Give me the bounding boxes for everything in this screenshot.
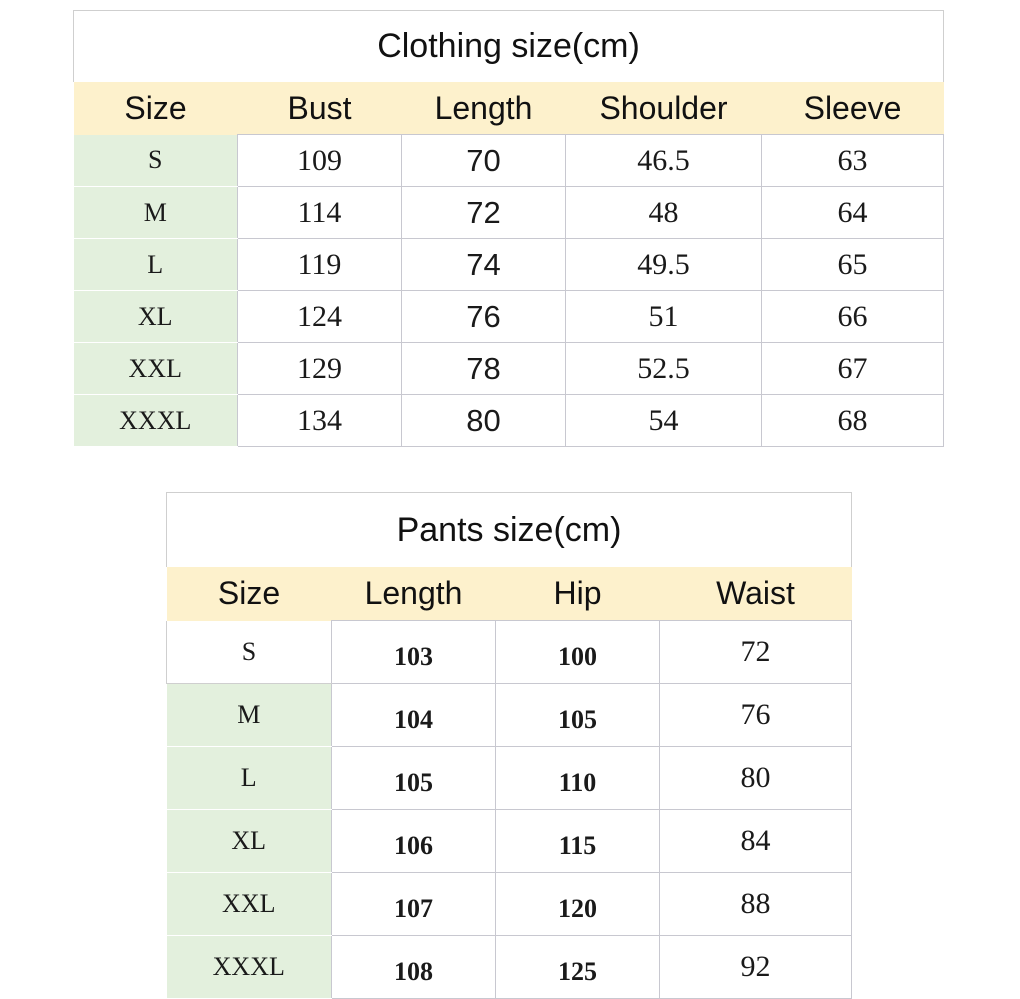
shoulder-value: 46.5 [566,135,762,187]
pants-header-length: Length [332,567,496,621]
sleeve-value: 65 [762,239,944,291]
bust-value: 134 [238,395,402,447]
clothing-header-size: Size [74,82,238,135]
length-value: 74 [402,239,566,291]
size-label: XL [167,810,332,873]
size-label: M [74,187,238,239]
length-value: 76 [402,291,566,343]
clothing-table-title: Clothing size(cm) [74,11,944,83]
length-value: 103 [332,621,496,684]
table-row [167,747,852,810]
length-value: 107 [332,873,496,936]
pants-title-row [167,493,852,568]
table-row [74,343,944,395]
clothing-header-shoulder: Shoulder [566,82,762,135]
hip-value: 100 [496,621,660,684]
table-row [167,936,852,999]
bust-value: 114 [238,187,402,239]
pants-size-table [166,492,852,999]
waist-value: 72 [660,621,852,684]
sleeve-value: 67 [762,343,944,395]
length-value: 70 [402,135,566,187]
sleeve-value: 63 [762,135,944,187]
table-row [167,873,852,936]
waist-value: 84 [660,810,852,873]
sleeve-value: 68 [762,395,944,447]
table-row [167,810,852,873]
table-row [74,291,944,343]
shoulder-value: 52.5 [566,343,762,395]
clothing-header-bust: Bust [238,82,402,135]
clothing-title-row [74,11,944,83]
waist-value: 80 [660,747,852,810]
length-value: 104 [332,684,496,747]
pants-table-title: Pants size(cm) [167,493,852,568]
shoulder-value: 54 [566,395,762,447]
length-value: 105 [332,747,496,810]
length-value: 72 [402,187,566,239]
hip-value: 115 [496,810,660,873]
table-row [74,395,944,447]
size-label: XL [74,291,238,343]
length-value: 80 [402,395,566,447]
table-row [74,239,944,291]
shoulder-value: 48 [566,187,762,239]
bust-value: 124 [238,291,402,343]
size-label: L [74,239,238,291]
sleeve-value: 64 [762,187,944,239]
table-row [167,621,852,684]
clothing-header-row [74,82,944,135]
size-label: S [74,135,238,187]
pants-header-row [167,567,852,621]
length-value: 108 [332,936,496,999]
table-row [74,187,944,239]
shoulder-value: 51 [566,291,762,343]
size-label: XXXL [167,936,332,999]
size-label: XXL [74,343,238,395]
pants-header-waist: Waist [660,567,852,621]
size-label: XXXL [74,395,238,447]
size-label: L [167,747,332,810]
length-value: 78 [402,343,566,395]
clothing-header-length: Length [402,82,566,135]
hip-value: 110 [496,747,660,810]
size-label: M [167,684,332,747]
size-label: S [167,621,332,684]
clothing-header-sleeve: Sleeve [762,82,944,135]
bust-value: 119 [238,239,402,291]
hip-value: 125 [496,936,660,999]
bust-value: 109 [238,135,402,187]
clothing-size-table [73,10,944,447]
length-value: 106 [332,810,496,873]
waist-value: 92 [660,936,852,999]
sleeve-value: 66 [762,291,944,343]
waist-value: 88 [660,873,852,936]
hip-value: 120 [496,873,660,936]
table-row [74,135,944,187]
hip-value: 105 [496,684,660,747]
size-label: XXL [167,873,332,936]
shoulder-value: 49.5 [566,239,762,291]
table-row [167,684,852,747]
pants-header-hip: Hip [496,567,660,621]
bust-value: 129 [238,343,402,395]
pants-header-size: Size [167,567,332,621]
waist-value: 76 [660,684,852,747]
